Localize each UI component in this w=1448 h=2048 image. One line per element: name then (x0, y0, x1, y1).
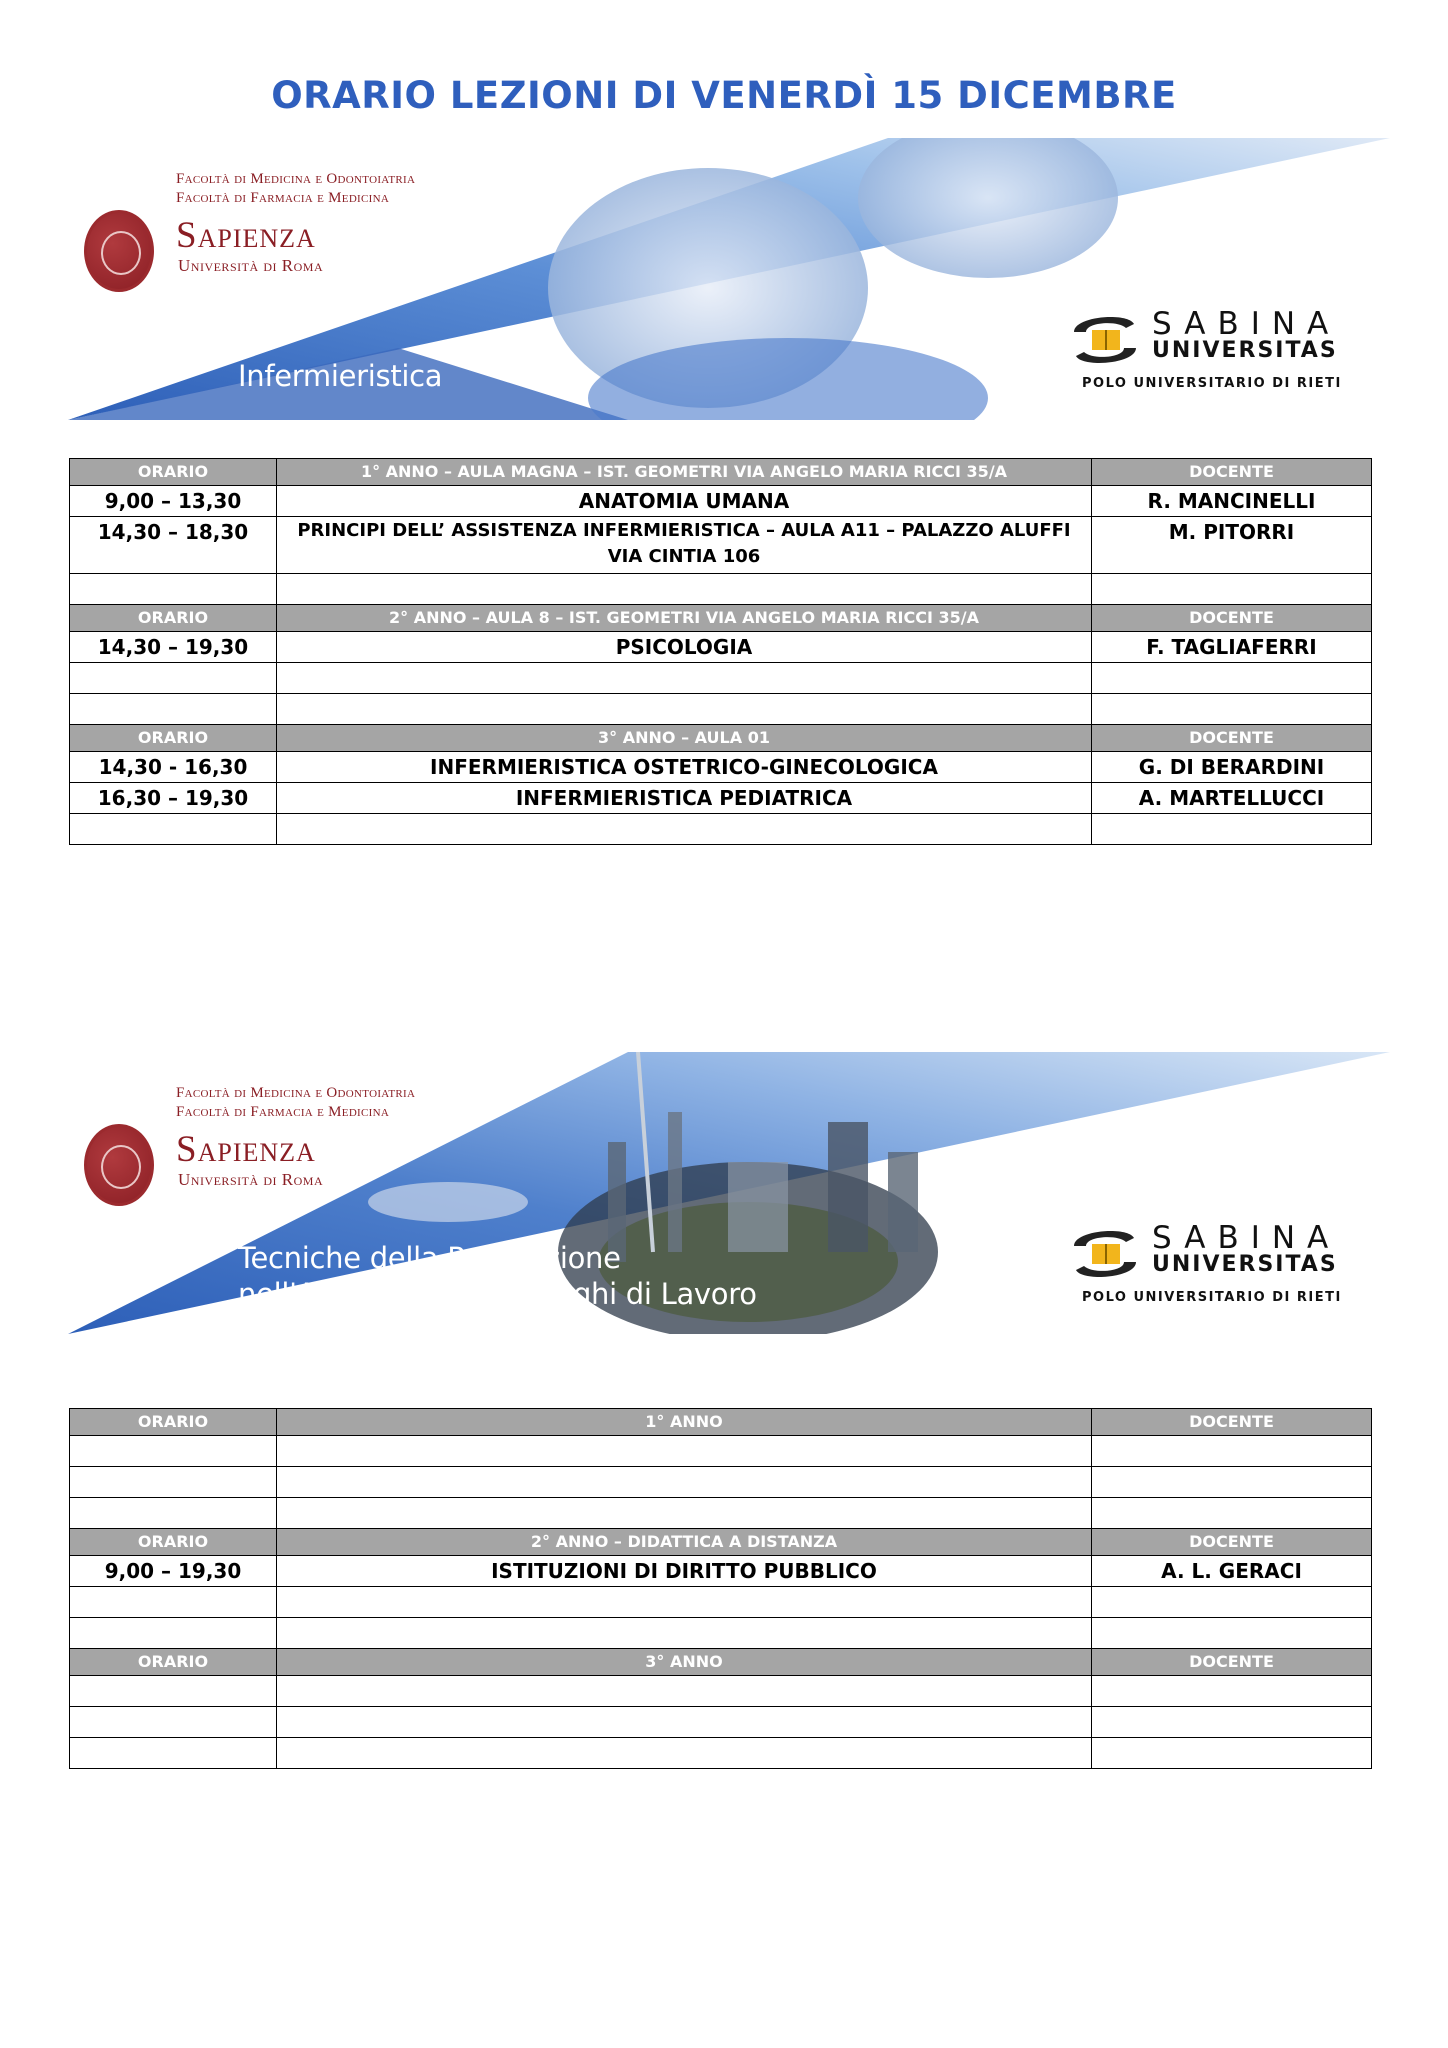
course-name-line-2: nell'Ambiente e nei Luoghi di Lavoro (238, 1277, 757, 1311)
faculty-line-2: Facoltà di Farmacia e Medicina (176, 190, 390, 206)
faculty-line-1: Facoltà di Medicina e Odontoiatria (176, 1085, 416, 1101)
cell-time (70, 1738, 277, 1769)
cell-subject: PRINCIPI DELL’ ASSISTENZA INFERMIERISTICA – AULA A11 – PALAZZO ALUFFI VIA CINTIA 106 (277, 517, 1092, 574)
header-year: 3° ANNO (277, 1649, 1092, 1676)
header-docente: DOCENTE (1092, 1649, 1372, 1676)
table-row (70, 517, 1372, 574)
university-subtitle: Università di Roma (178, 256, 324, 275)
cell-subject: ISTITUZIONI DI DIRITTO PUBBLICO (277, 1556, 1092, 1587)
partner-subtitle: UNIVERSITAS (1152, 338, 1338, 363)
cell-subject (277, 814, 1092, 845)
faculty-line-2: Facoltà di Farmacia e Medicina (176, 1104, 390, 1120)
header-year: 2° ANNO – DIDATTICA A DISTANZA (277, 1529, 1092, 1556)
cell-subject (277, 1436, 1092, 1467)
cell-teacher (1092, 1707, 1372, 1738)
cell-time (70, 814, 277, 845)
cell-subject (277, 1676, 1092, 1707)
cell-teacher: R. MANCINELLI (1092, 486, 1372, 517)
cell-time (70, 1587, 277, 1618)
table-header-row (70, 725, 1372, 752)
cell-time: 9,00 – 13,30 (70, 486, 277, 517)
header-orario: ORARIO (70, 459, 277, 486)
cell-teacher (1092, 1618, 1372, 1649)
cell-teacher: F. TAGLIAFERRI (1092, 632, 1372, 663)
header-year: 3° ANNO – AULA 01 (277, 725, 1092, 752)
cell-teacher (1092, 1467, 1372, 1498)
table-row (70, 1556, 1372, 1587)
cell-time: 9,00 – 19,30 (70, 1556, 277, 1587)
course-name: Infermieristica (238, 359, 443, 393)
partner-name: SABINA (1152, 306, 1341, 342)
banner-tecniche-prevenzione (68, 1052, 1390, 1334)
cell-time (70, 1676, 277, 1707)
schedule-table-infermieristica (69, 458, 1372, 845)
header-docente: DOCENTE (1092, 459, 1372, 486)
cell-subject: INFERMIERISTICA OSTETRICO-GINECOLOGICA (277, 752, 1092, 783)
banner-infermieristica (68, 138, 1390, 420)
university-name: Sapienza (176, 215, 316, 256)
cell-teacher (1092, 1738, 1372, 1769)
table-header-row (70, 1529, 1372, 1556)
sabina-universitas-logo (1068, 306, 1368, 400)
header-year: 1° ANNO – AULA MAGNA – IST. GEOMETRI VIA ANGELO MARIA RICCI 35/A (277, 459, 1092, 486)
cell-time (70, 1498, 277, 1529)
cell-time (70, 1467, 277, 1498)
course-name (238, 1240, 757, 1312)
header-year: 1° ANNO (277, 1409, 1092, 1436)
cell-time: 14,30 – 19,30 (70, 632, 277, 663)
header-orario: ORARIO (70, 725, 277, 752)
cell-time: 14,30 – 18,30 (70, 517, 277, 574)
table-row (70, 1498, 1372, 1529)
cell-teacher (1092, 814, 1372, 845)
cell-teacher (1092, 1676, 1372, 1707)
table-header-row (70, 1409, 1372, 1436)
sapienza-seal-icon (84, 1124, 154, 1206)
cell-subject (277, 1707, 1092, 1738)
cell-teacher (1092, 1498, 1372, 1529)
table-row (70, 814, 1372, 845)
cell-subject (277, 1587, 1092, 1618)
cell-subject (277, 1467, 1092, 1498)
sabina-book-icon (1068, 1224, 1142, 1284)
table-header-row (70, 1649, 1372, 1676)
cell-time (70, 694, 277, 725)
header-orario: ORARIO (70, 605, 277, 632)
table-row (70, 486, 1372, 517)
partner-polo: POLO UNIVERSITARIO DI RIETI (1082, 376, 1342, 391)
header-orario: ORARIO (70, 1529, 277, 1556)
schedule-table-tecniche-prevenzione (69, 1408, 1372, 1769)
header-docente: DOCENTE (1092, 605, 1372, 632)
cell-time (70, 1436, 277, 1467)
cell-time: 14,30 - 16,30 (70, 752, 277, 783)
table-row (70, 783, 1372, 814)
table-row (70, 694, 1372, 725)
sabina-universitas-logo (1068, 1220, 1368, 1314)
sabina-book-icon (1068, 310, 1142, 370)
table-row (70, 1618, 1372, 1649)
page-title: ORARIO LEZIONI DI VENERDÌ 15 DICEMBRE (271, 74, 1177, 117)
course-name-line-1: Tecniche della Prevenzione (238, 1241, 621, 1275)
cell-subject: PSICOLOGIA (277, 632, 1092, 663)
table-header-row (70, 605, 1372, 632)
table-row (70, 1436, 1372, 1467)
partner-name: SABINA (1152, 1220, 1341, 1256)
table-row (70, 574, 1372, 605)
header-docente: DOCENTE (1092, 725, 1372, 752)
cell-teacher: M. PITORRI (1092, 517, 1372, 574)
header-docente: DOCENTE (1092, 1409, 1372, 1436)
cell-time: 16,30 – 19,30 (70, 783, 277, 814)
cell-time (70, 1618, 277, 1649)
table-row (70, 752, 1372, 783)
cell-subject (277, 1498, 1092, 1529)
header-orario: ORARIO (70, 1649, 277, 1676)
cell-time (70, 1707, 277, 1738)
cell-teacher (1092, 663, 1372, 694)
cell-subject (277, 1738, 1092, 1769)
table-row (70, 1587, 1372, 1618)
table-row (70, 1467, 1372, 1498)
cell-subject: ANATOMIA UMANA (277, 486, 1092, 517)
cell-teacher: G. DI BERARDINI (1092, 752, 1372, 783)
cell-teacher (1092, 1436, 1372, 1467)
cell-subject (277, 1618, 1092, 1649)
cell-subject: INFERMIERISTICA PEDIATRICA (277, 783, 1092, 814)
partner-subtitle: UNIVERSITAS (1152, 1252, 1338, 1277)
cell-teacher (1092, 574, 1372, 605)
cell-subject (277, 694, 1092, 725)
cell-teacher: A. L. GERACI (1092, 1556, 1372, 1587)
header-orario: ORARIO (70, 1409, 277, 1436)
cell-time (70, 663, 277, 694)
university-name: Sapienza (176, 1129, 316, 1170)
cell-teacher: A. MARTELLUCCI (1092, 783, 1372, 814)
partner-polo: POLO UNIVERSITARIO DI RIETI (1082, 1290, 1342, 1305)
faculty-line-1: Facoltà di Medicina e Odontoiatria (176, 171, 416, 187)
university-subtitle: Università di Roma (178, 1170, 324, 1189)
cell-subject (277, 574, 1092, 605)
table-row (70, 632, 1372, 663)
header-year: 2° ANNO – AULA 8 – IST. GEOMETRI VIA ANGELO MARIA RICCI 35/A (277, 605, 1092, 632)
cell-time (70, 574, 277, 605)
table-row (70, 1707, 1372, 1738)
table-row (70, 1738, 1372, 1769)
cell-subject (277, 663, 1092, 694)
header-docente: DOCENTE (1092, 1529, 1372, 1556)
table-row (70, 663, 1372, 694)
cell-teacher (1092, 694, 1372, 725)
cell-teacher (1092, 1587, 1372, 1618)
table-row (70, 1676, 1372, 1707)
sapienza-seal-icon (84, 210, 154, 292)
table-header-row (70, 459, 1372, 486)
